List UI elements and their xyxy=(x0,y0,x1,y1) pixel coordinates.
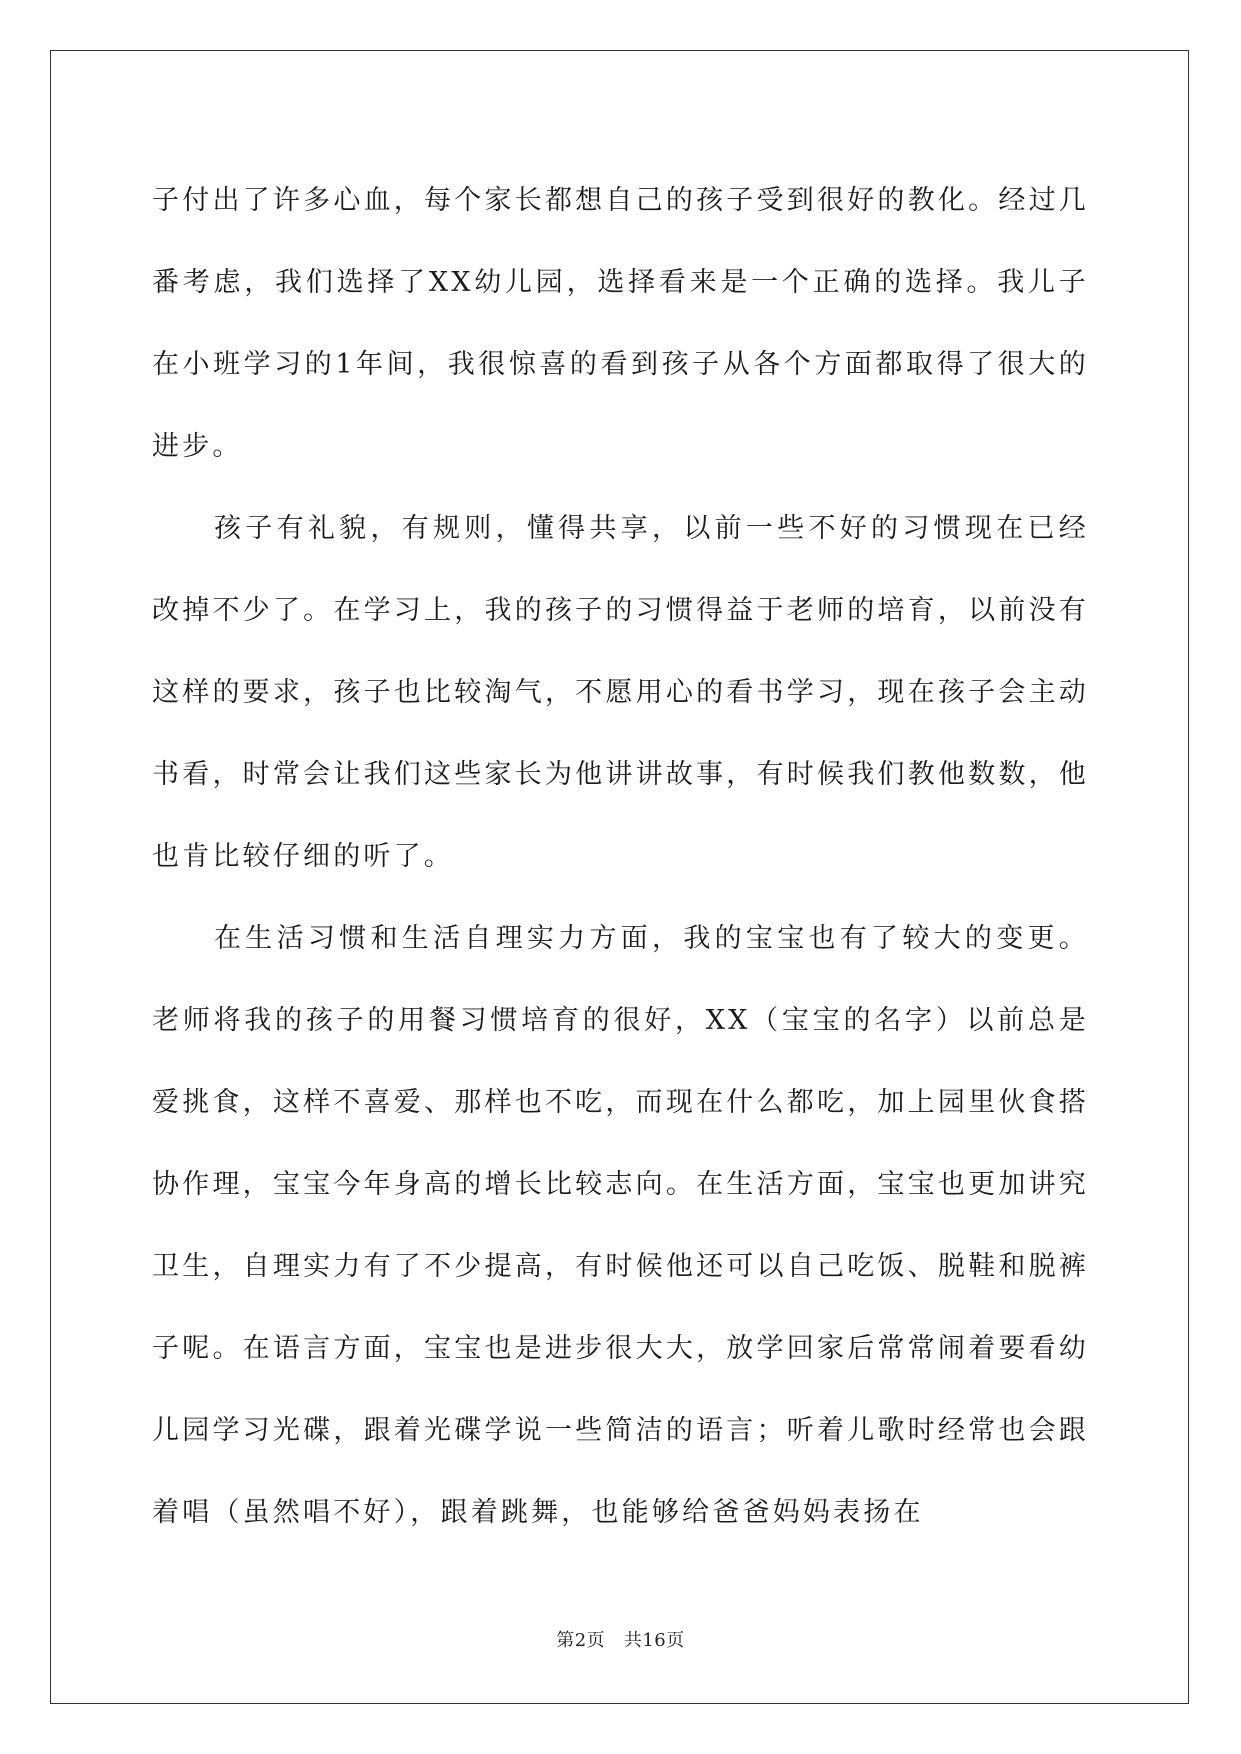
paragraph-3: 在生活习惯和生活自理实力方面，我的宝宝也有了较大的变更。老师将我的孩子的用餐习惯培育的很好，XX（宝宝的名字）以前总是爱挑食，这样不喜爱、那样也不吃，而现在什么都吃，加上园里伙食搭协作理，宝宝今年身高的增长比较志向。在生活方面，宝宝也更加讲究卫生，自理实力有了不少提高，有时候他还可以自己吃饭、脱鞋和脱裤子呢。在语言方面，宝宝也是进步很大大，放学回家后常常闹着要看幼儿园学习光碟，跟着光碟学说一些简洁的语言；听着儿歌时经常也会跟着唱（虽然唱不好），跟着跳舞，也能够给爸爸妈妈表扬在 xyxy=(152,923,1089,1528)
document-body xyxy=(152,160,1089,1554)
paragraph-2: 孩子有礼貌，有规则，懂得共享，以前一些不好的习惯现在已经改掉不少了。在学习上，我的孩子的习惯得益于老师的培育，以前没有这样的要求，孩子也比较淘气，不愿用心的看书学习，现在孩子会主动书看，时常会让我们这些家长为他讲讲故事，有时候我们教他数数，他也肯比较仔细的听了。 xyxy=(152,513,1089,872)
page-total: 共16页 xyxy=(623,1630,685,1651)
page-footer xyxy=(0,1626,1241,1652)
paragraph-1: 子付出了许多心血，每个家长都想自己的孩子受到很好的教化。经过几番考虑，我们选择了XX幼儿园，选择看来是一个正确的选择。我儿子在小班学习的1年间，我很惊喜的看到孩子从各个方面都取得了很大的进步。 xyxy=(152,185,1089,462)
page-number: 第2页 xyxy=(556,1630,606,1651)
